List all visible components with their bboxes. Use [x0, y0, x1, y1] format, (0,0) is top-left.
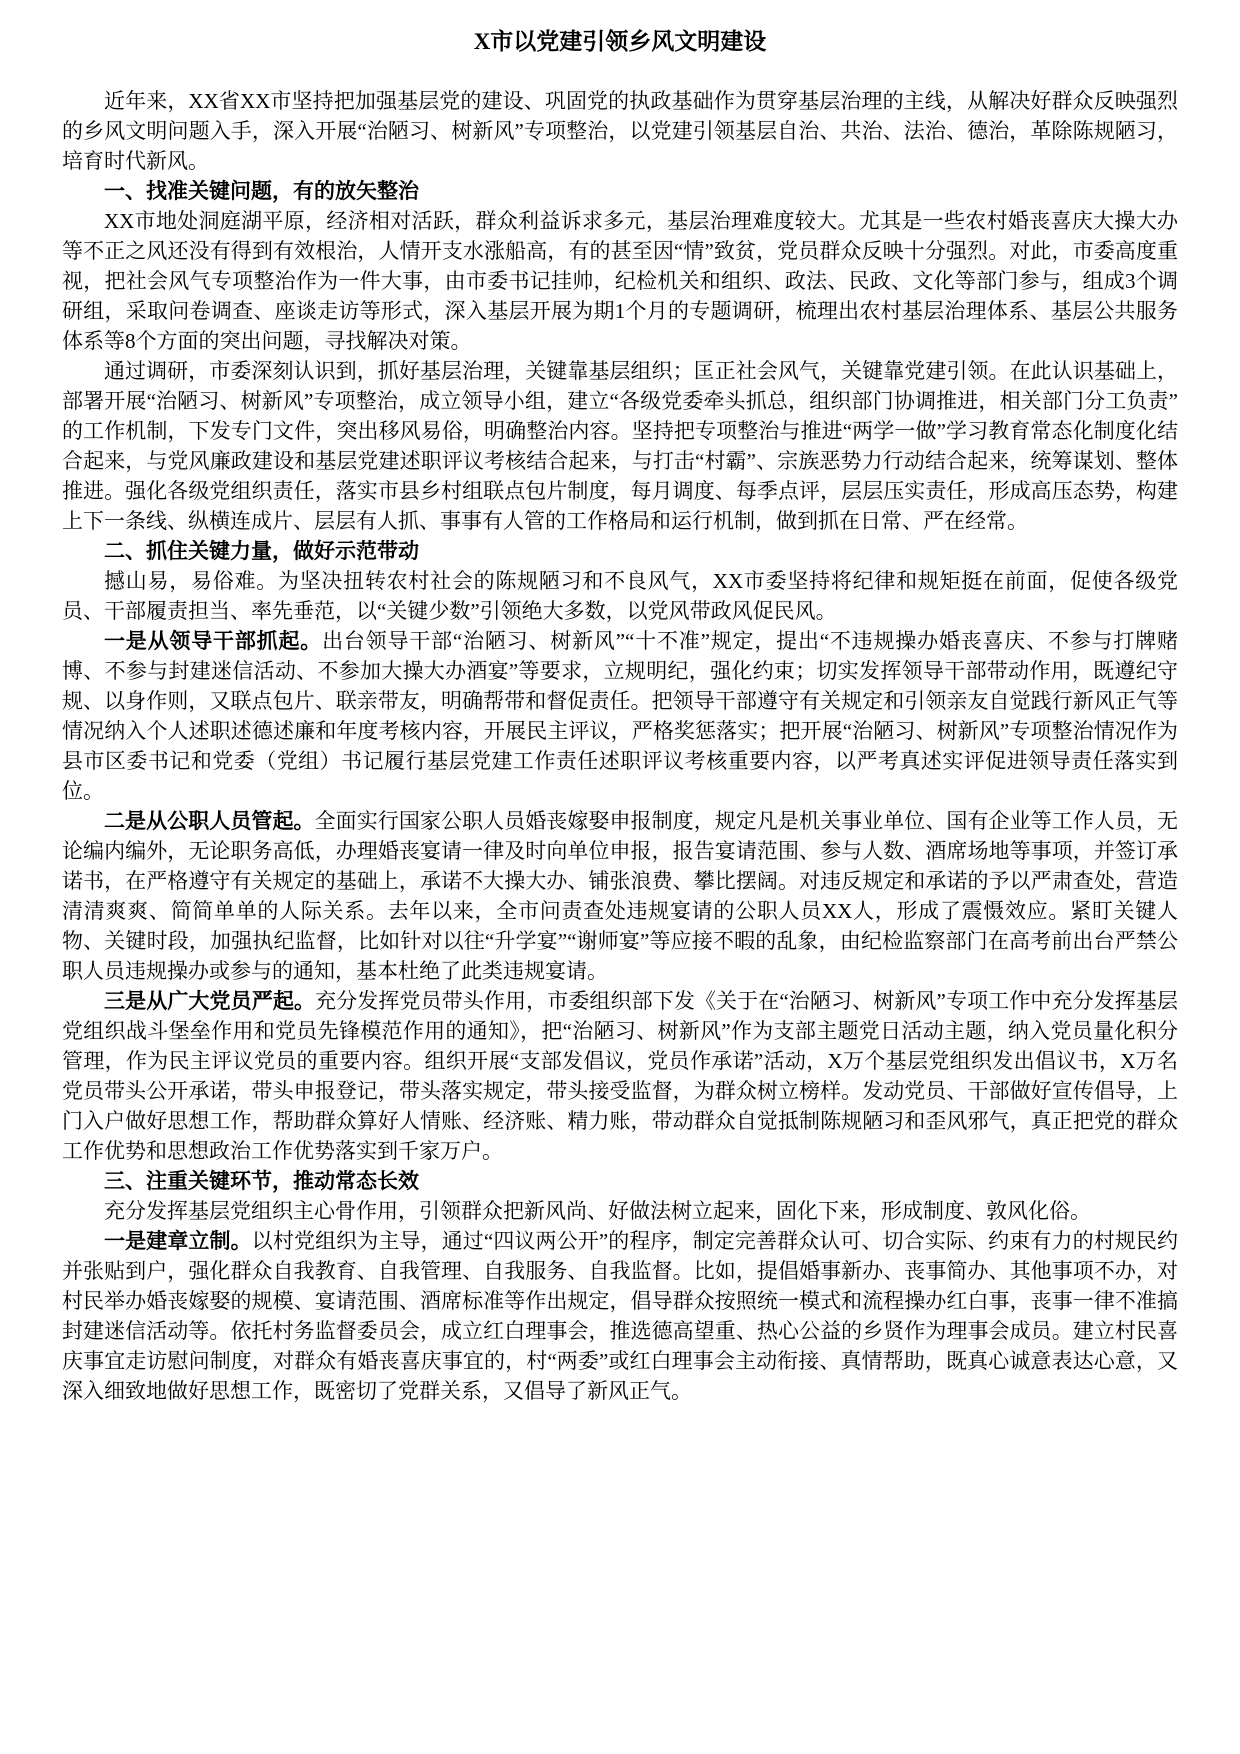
- paragraph-lead-1: 一是从领导干部抓起。: [104, 629, 323, 653]
- paragraph-section3-intro: 充分发挥基层党组织主心骨作用，引领群众把新风尚、好做法树立起来，固化下来，形成制度、敦风化俗。: [104, 1199, 1091, 1223]
- paragraph-section2-point2: [62, 806, 1178, 986]
- section-heading-1: 一、找准关键问题，有的放矢整治: [104, 179, 419, 203]
- paragraph-body-4: 以村党组织为主导，通过“四议两公开”的程序，制定完善群众认可、切合实际、约束有力的村规民约并张贴到户，强化群众自我教育、自我管理、自我服务、自我监督。比如，提倡婚事新办、丧事简办、其他事项不办，对村民举办婚丧嫁娶的规模、宴请范围、酒席标准等作出规定，倡导群众按照统一模式和流程操办红白事，丧事一律不准搞封建迷信活动等。依托村务监督委员会，成立红白理事会，推选德高望重、热心公益的乡贤作为理事会成员。建立村民喜庆事宜走访慰问制度，对群众有婚丧喜庆事宜的，村“两委”或红白理事会主动衔接、真情帮助，既真心诚意表达心意，又深入细致地做好思想工作，既密切了党群关系，又倡导了新风正气。: [62, 1229, 1179, 1403]
- section-heading-2: 二、抓住关键力量，做好示范带动: [104, 539, 419, 563]
- paragraph-section2-point1: [62, 626, 1178, 806]
- paragraph-section1-a: XX市地处洞庭湖平原，经济相对活跃，群众利益诉求多元，基层治理难度较大。尤其是一些农村婚丧喜庆大操大办等不正之风还没有得到有效根治，人情开支水涨船高，有的甚至因“情”致贫，党员群众反映十分强烈。对此，市委高度重视，把社会风气专项整治作为一件大事，由市委书记挂帅，纪检机关和组织、政法、民政、文化等部门参与，组成3个调研组，采取问卷调查、座谈走访等形式，深入基层开展为期1个月的专题调研，梳理出农村基层治理体系、基层公共服务体系等8个方面的突出问题，寻找解决对策。: [62, 209, 1178, 353]
- paragraph-lead-4: 一是建章立制。: [104, 1229, 252, 1253]
- paragraph-body-2: 全面实行国家公职人员婚丧嫁娶申报制度，规定凡是机关事业单位、国有企业等工作人员，无论编内编外，无论职务高低，办理婚丧宴请一律及时向单位申报，报告宴请范围、参与人数、酒席场地等事项，并签订承诺书，在严格遵守有关规定的基础上，承诺不大操大办、铺张浪费、攀比摆阔。对违反规定和承诺的予以严肃查处，营造清清爽爽、简简单单的人际关系。去年以来，全市问责查处违规宴请的公职人员XX人，形成了震慑效应。紧盯关键人物、关键时段，加强执纪监督，比如针对以往“升学宴”“谢师宴”等应接不暇的乱象，由纪检监察部门在高考前出台严禁公职人员违规操办或参与的通知，基本杜绝了此类违规宴请。: [62, 809, 1179, 983]
- paragraph-section2-point3: [62, 986, 1178, 1166]
- paragraph-section2-intro: 撼山易，易俗难。为坚决扭转农村社会的陈规陋习和不良风气，XX市委坚持将纪律和规矩挺在前面，促使各级党员、干部履责担当、率先垂范，以“关键少数”引领绝大多数，以党风带政风促民风。: [62, 569, 1178, 623]
- paragraph-body-1: 出台领导干部“治陋习、树新风”“十不准”规定，提出“不违规操办婚丧喜庆、不参与打牌赌博、不参与封建迷信活动、不参加大操大办酒宴”等要求，立规明纪，强化约束；切实发挥领导干部带动作用，既遵纪守规、以身作则，又联点包片、联亲带友，明确帮带和督促责任。把领导干部遵守有关规定和引领亲友自觉践行新风正气等情况纳入个人述职述德述廉和年度考核内容，开展民主评议，严格奖惩落实；把开展“治陋习、树新风”专项整治情况作为县市区委书记和党委（党组）书记履行基层党建工作责任述职评议考核重要内容，以严考真述实评促进领导责任落实到位。: [62, 629, 1178, 803]
- paragraph-section3-point1: [62, 1226, 1178, 1406]
- document-title: X市以党建引领乡风文明建设: [473, 29, 767, 54]
- paragraph-lead-3: 三是从广大党员严起。: [104, 989, 316, 1013]
- paragraph-lead-2: 二是从公职人员管起。: [104, 809, 315, 833]
- section-heading-3: 三、注重关键环节，推动常态长效: [104, 1169, 419, 1193]
- paragraph-intro: 近年来，XX省XX市坚持把加强基层党的建设、巩固党的执政基础作为贯穿基层治理的主线，从解决好群众反映强烈的乡风文明问题入手，深入开展“治陋习、树新风”专项整治，以党建引领基层自治、共治、法治、德治，革除陈规陋习，培育时代新风。: [62, 89, 1178, 173]
- paragraph-section1-b: 通过调研，市委深刻认识到，抓好基层治理，关键靠基层组织；匡正社会风气，关键靠党建引领。在此认识基础上，部署开展“治陋习、树新风”专项整治，成立领导小组，建立“各级党委牵头抓总，组织部门协调推进，相关部门分工负责”的工作机制，下发专门文件，突出移风易俗，明确整治内容。坚持把专项整治与推进“两学一做”学习教育常态化制度化结合起来，与党风廉政建设和基层党建述职评议考核结合起来，与打击“村霸”、宗族恶势力行动结合起来，统筹谋划、整体推进。强化各级党组织责任，落实市县乡村组联点包片制度，每月调度、每季点评，层层压实责任，形成高压态势，构建上下一条线、纵横连成片、层层有人抓、事事有人管的工作格局和运行机制，做到抓在日常、严在经常。: [62, 359, 1178, 533]
- paragraph-body-3: 充分发挥党员带头作用，市委组织部下发《关于在“治陋习、树新风”专项工作中充分发挥基层党组织战斗堡垒作用和党员先锋模范作用的通知》，把“治陋习、树新风”作为支部主题党日活动主题，纳入党员量化积分管理，作为民主评议党员的重要内容。组织开展“支部发倡议，党员作承诺”活动，X万个基层党组织发出倡议书，X万名党员带头公开承诺，带头申报登记，带头落实规定，带头接受监督，为群众树立榜样。发动党员、干部做好宣传倡导，上门入户做好思想工作，帮助群众算好人情账、经济账、精力账，带动群众自觉抵制陈规陋习和歪风邪气，真正把党的群众工作优势和思想政治工作优势落实到千家万户。: [62, 989, 1179, 1163]
